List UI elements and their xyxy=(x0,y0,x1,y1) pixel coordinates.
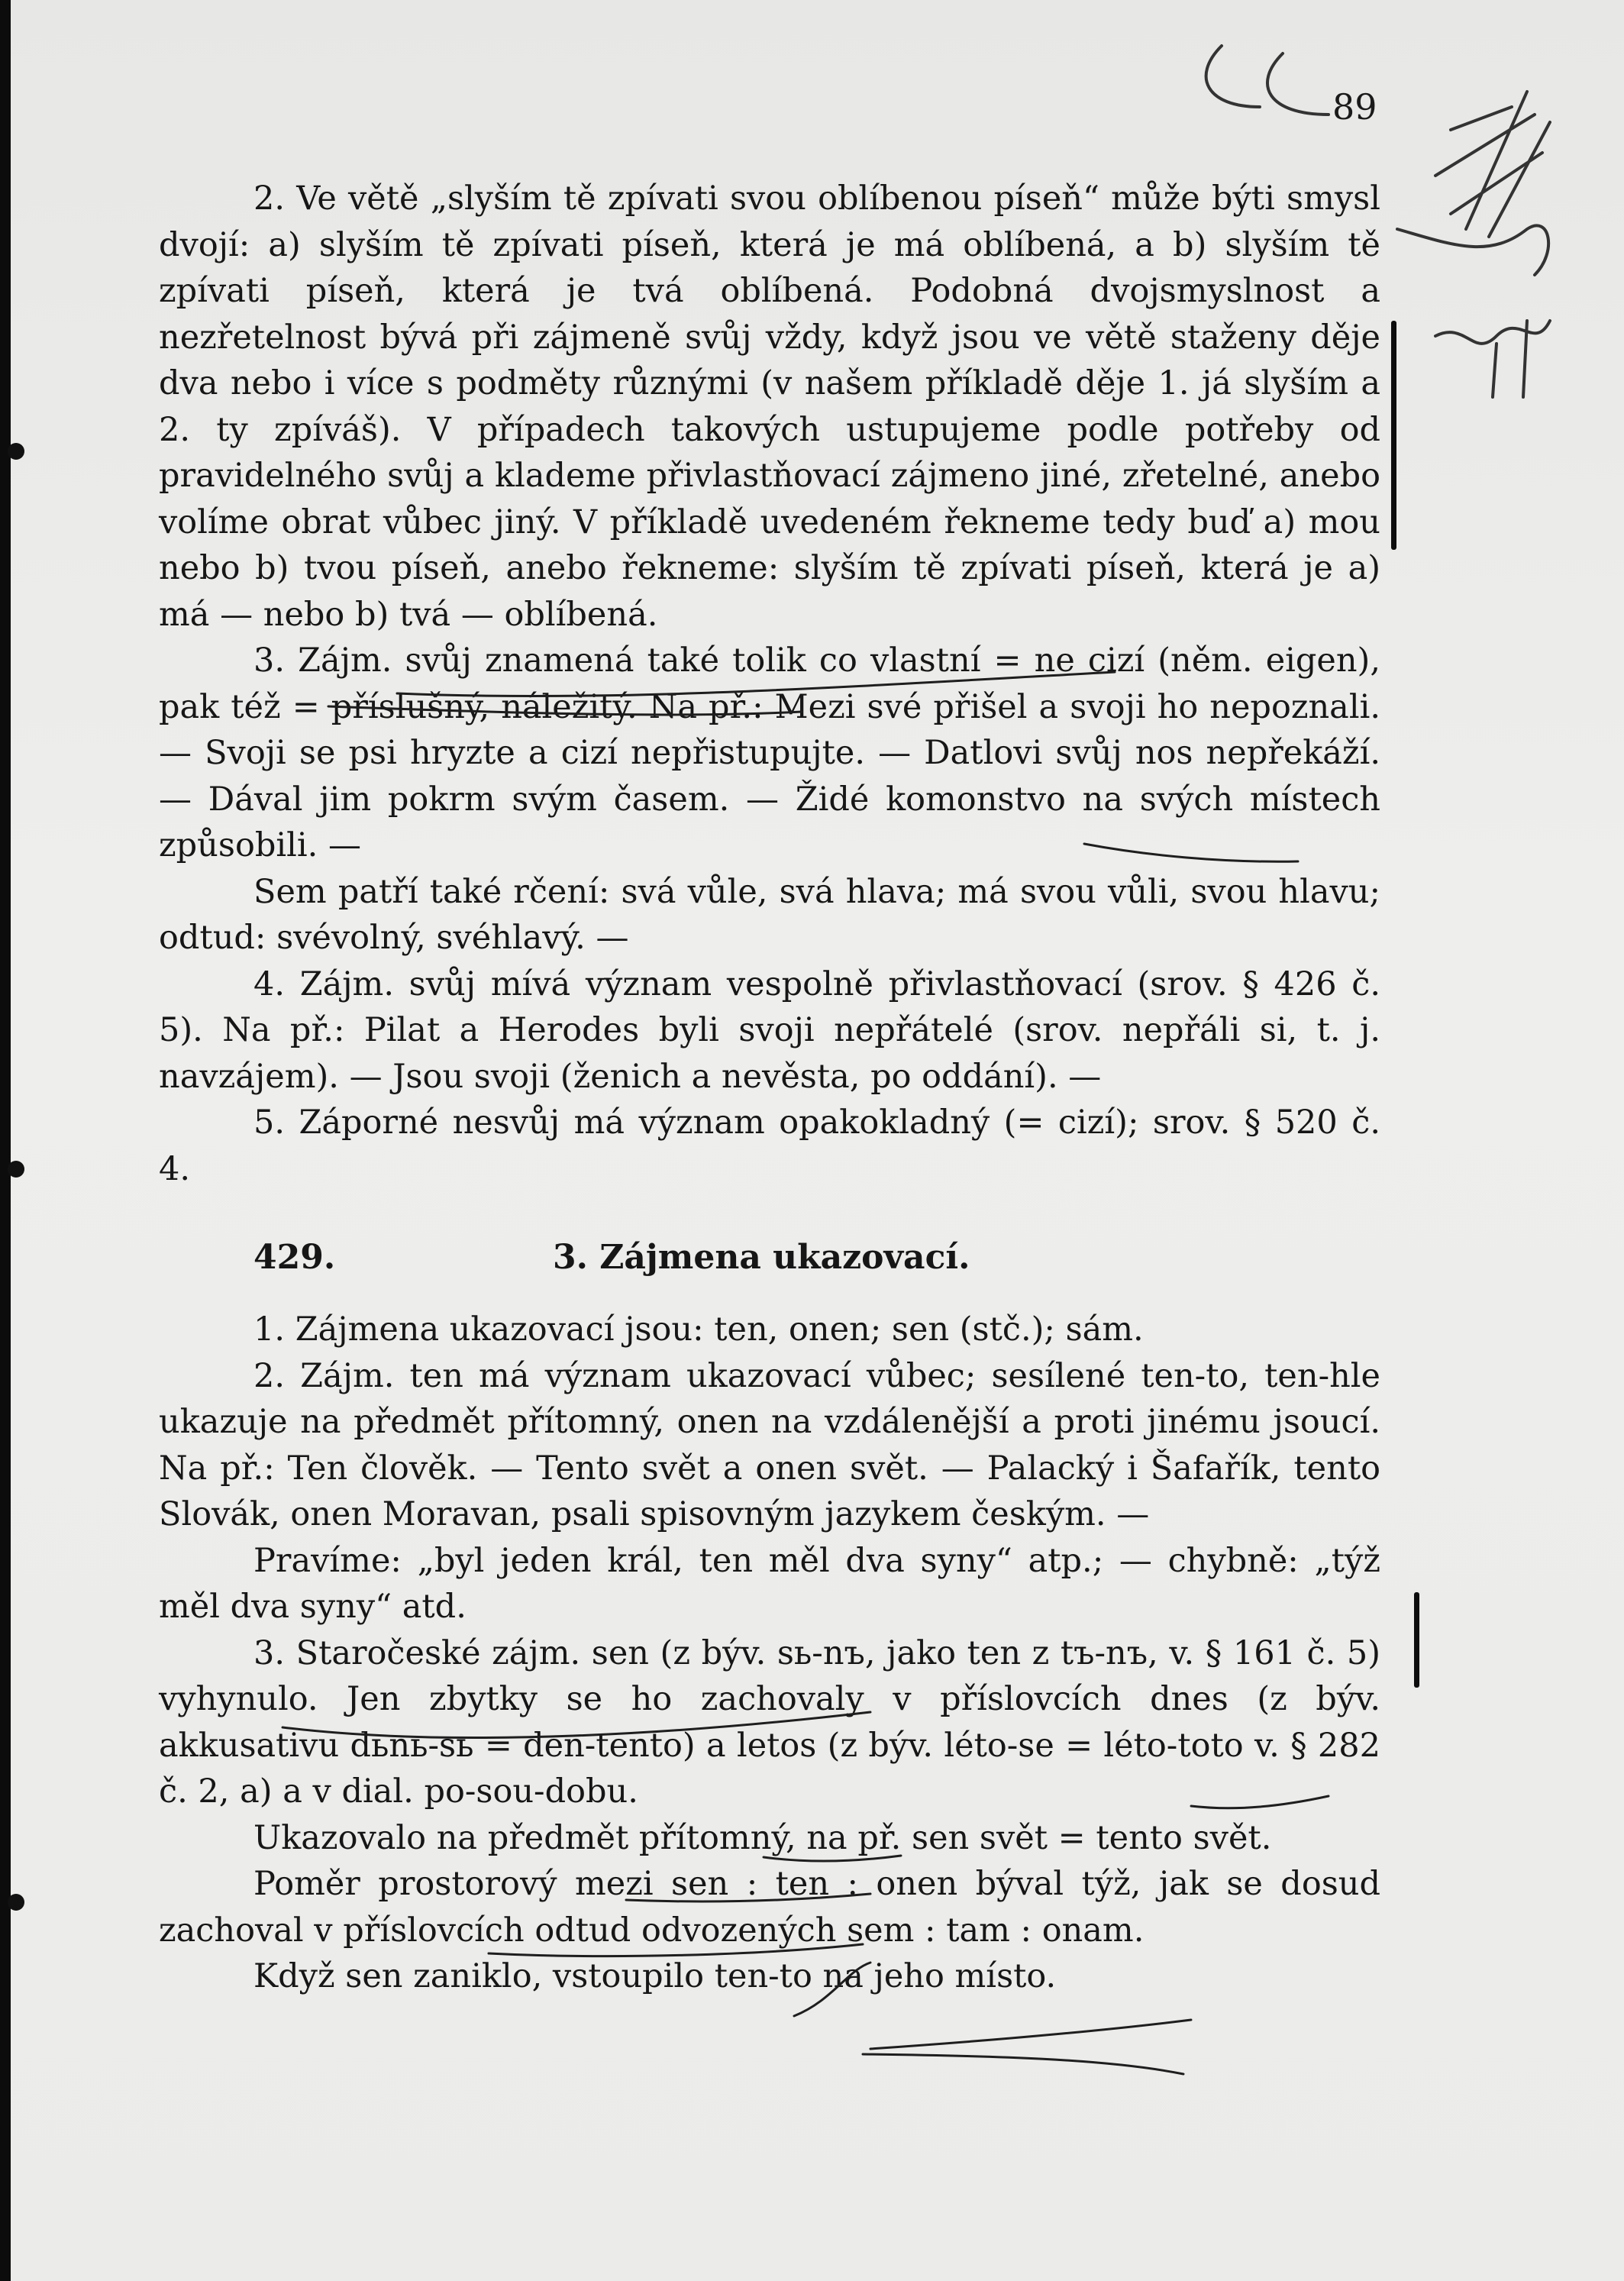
paragraph-kdyz: Když sen zaniklo, vstoupilo ten-to na jeho místo. xyxy=(253,1957,1057,1995)
page-number: 89 xyxy=(1332,86,1377,128)
paragraph-3-sen: 3. Staročeské zájm. sen (z býv. sь-nъ, jako ten z tъ-nъ, v. § 161 č. 5) vyhynulo. Jen zbytky se ho zachovaly v příslovcích dnes (z býv. akkusativu dьnь-sь = den-tento) a letos (z býv. léto-se = léto-toto v. § 282 č. 2, a) a v dial. po-sou-dobu. xyxy=(159,1633,1380,1811)
body-text xyxy=(159,176,1380,2000)
paragraph-pomer: Poměr prostorový mezi sen : ten : onen býval týž, jak se dosud zachoval v příslovcích odtud odvozených sem : tam : onam. xyxy=(159,1865,1380,1950)
underline-sem-tam-onam xyxy=(870,2020,1191,2049)
underline-jeho-misto xyxy=(863,2054,1183,2074)
binding-edge xyxy=(0,0,11,2281)
scribble-2 xyxy=(1267,53,1329,115)
section-heading xyxy=(159,1192,1380,1307)
scribble-1 xyxy=(1206,46,1260,107)
paragraph-1-list: 1. Zájmena ukazovací jsou: ten, onen; sen (stč.); sám. xyxy=(253,1310,1144,1349)
paragraph-5-negative: 5. Záporné nesvůj má význam opakokladný (= cizí); srov. § 520 č. 4. xyxy=(159,1103,1380,1188)
section-title: 3. Zájmena ukazovací. xyxy=(553,1238,970,1277)
margin-bar-bottom xyxy=(1414,1592,1419,1688)
paragraph-2-ten: 2. Zájm. ten má význam ukazovací vůbec; sesílené ten-to, ten-hle ukazuje na předmět přítomný, onen na vzdálenější a proti jinému jsoucí. Na př.: Ten člověk. — Tento svět a onen svět. — Palacký i Šafařík, tento Slovák, onen Moravan, psali spisovným jazykem českým. — xyxy=(159,1356,1380,1533)
paragraph-2-ambiguity: 2. Ve větě „slyším tě zpívati svou oblíbenou píseň“ může býti smysl dvojí: a) slyším tě zpívati píseň, která je má oblíbená, a b) slyším tě zpívati píseň, která je tvá oblíbená. Podobná dvojsmyslnost a nezřetelnost bývá při zájmeně svůj vždy, když jsou ve větě staženy děje dva nebo i více s podměty různými (v našem příkladě děje 1. já slyším a 2. ty zpíváš). V případech takových ustupujeme podle potřeby od pravidelného svůj a klademe přivlastňovací zájmeno jiné, zřetelné, anebo volíme obrat vůbec jiný. V příkladě uvedeném řekneme tedy buď a) mou nebo b) tvou píseň, anebo řekneme: slyším tě zpívati píseň, která je a) má — nebo b) tvá — oblíbená. xyxy=(159,179,1380,634)
binding-hole-3 xyxy=(8,1894,24,1911)
paragraph-phrases: Sem patří také rčení: svá vůle, svá hlava; má svou vůli, svou hlavu; odtud: svévolný, svéhlavý. — xyxy=(159,872,1380,957)
scribble-stems xyxy=(1493,321,1527,397)
binding-hole-2 xyxy=(8,1161,24,1178)
margin-bar-top xyxy=(1391,321,1396,550)
paragraph-pravime: Pravíme: „byl jeden král, ten měl dva syny“ atp.; — chybně: „týž měl dva syny“ atd. xyxy=(159,1541,1380,1626)
paragraph-ukazovalo: Ukazovalo na předmět přítomný, na př. sen svět = tento svět. xyxy=(253,1818,1272,1857)
scribble-curve xyxy=(1397,225,1548,275)
section-number: 429. xyxy=(253,1238,336,1277)
paragraph-4-reciprocal: 4. Zájm. svůj mívá význam vespolně přivlastňovací (srov. § 426 č. 5). Na př.: Pilat a Herodes byli svoji nepřátelé (srov. nepřáli si, t. j. navzájem). — Jsou svoji (ženich a nevěsta, po oddání). — xyxy=(159,964,1380,1096)
binding-hole-1 xyxy=(8,443,24,460)
paragraph-3-meaning: 3. Zájm. svůj znamená také tolik co vlastní = ne cizí (něm. eigen), pak též = příslušný, náležitý. Na př.: Mezi své přišel a svoji ho nepoznali. — Svoji se psi hryzte a cizí nepřistupujte. — Datlovi svůj nos nepřekáží. — Dával jim pokrm svým časem. — Židé komonstvo na svých místech způsobili. — xyxy=(159,641,1380,864)
scribble-hatch xyxy=(1435,92,1550,237)
scribble-wave xyxy=(1435,321,1550,344)
